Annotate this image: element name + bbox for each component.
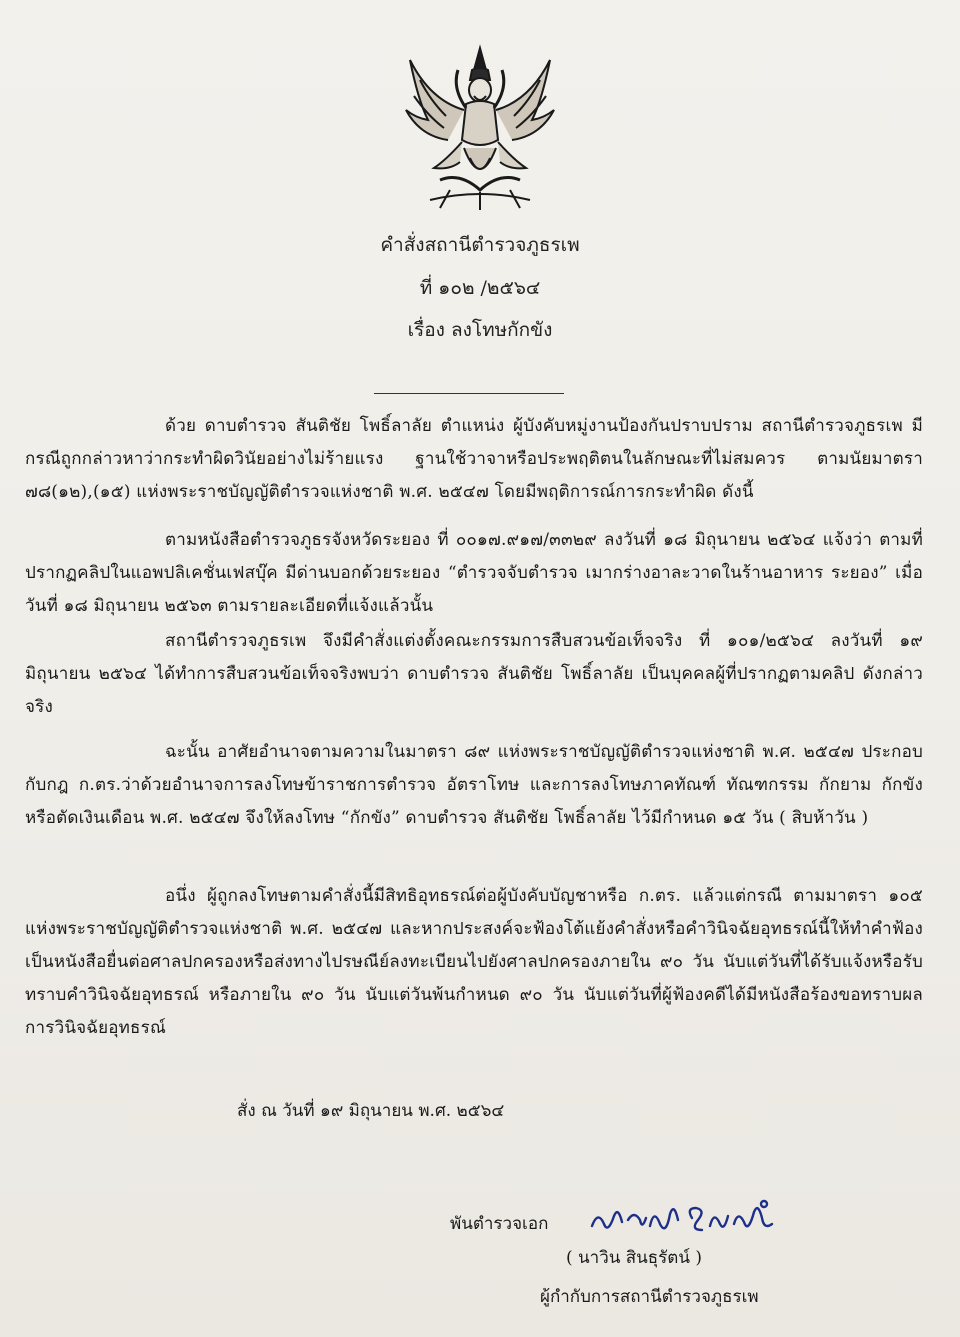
- signer-position: ผู้กำกับการสถานีตำรวจภูธรเพ: [540, 1287, 759, 1307]
- signer-name: ( นาวิน สินธุรัตน์ ): [566, 1248, 702, 1268]
- signer-rank: พันตำรวจเอก: [450, 1214, 549, 1234]
- order-date: สั่ง ณ วันที่ ๑๙ มิถุนายน พ.ศ. ๒๕๖๔: [237, 1101, 505, 1121]
- paragraph-allegation: ด้วย ดาบตำรวจ สันติชัย โพธิ์ลาลัย ตำแหน่ง ผู้บังคับหมู่งานป้องกันปราบปราม สถานีตำรวจภูธรเพ มีกรณีถูกกล่าวหาว่ากระทำผิดวินัยอย่างไม่ร้ายแรง ฐานใช้วาจาหรือประพฤติตนในลักษณะที่ไม่สมควร ตามนัยมาตรา ๗๘(๑๒),(๑๕) แห่งพระราชบัญญัติตำรวจแห่งชาติ พ.ศ. ๒๕๔๗ โดยมีพฤติการณ์การกระทำผิด ดังนี้: [25, 416, 923, 502]
- handwritten-signature: [588, 1196, 778, 1244]
- paragraph-appeal: อนึ่ง ผู้ถูกลงโทษตามคำสั่งนี้มีสิทธิอุทธรณ์ต่อผู้บังคับบัญชาหรือ ก.ตร. แล้วแต่กรณี ตามมาตรา ๑๐๕ แห่งพระราชบัญญัติตำรวจแห่งชาติ พ.ศ. ๒๕๔๗ และหากประสงค์จะฟ้องโต้แย้งคำสั่งหรือคำวินิจฉัยอุทธรณ์นี้ให้ทำคำฟ้องเป็นหนังสือยื่นต่อศาลปกครองหรือส่งทางไปรษณีย์ลงทะเบียนไปยังศาลปกครองภายใน ๙๐ วัน นับแต่วันที่ได้รับแจ้งหรือรับทราบคำวินิจฉัยอุทธรณ์ หรือภายใน ๙๐ วัน นับแต่วันพ้นกำหนด ๙๐ วัน นับแต่วันที่ผู้ฟ้องคดีได้มีหนังสือร้องขอทราบผลการวินิจฉัยอุทธรณ์: [25, 886, 923, 1038]
- paragraph-report: ตามหนังสือตำรวจภูธรจังหวัดระยอง ที่ ๐๐๑๗.๙๑๗/๓๓๒๙ ลงวันที่ ๑๘ มิถุนายน ๒๕๖๔ แจ้งว่า ตามที่ปรากฏคลิปในแอพปลิเคชั่นเฟสบุ๊ค มีด่านบอกด้วยระยอง “ตำรวจจับตำรวจ เมากร่างอาละวาดในร้านอาหาร ระยอง” เมื่อวันที่ ๑๘ มิถุนายน ๒๕๖๓ ตามรายละเอียดที่แจ้งแล้วนั้น: [25, 530, 923, 616]
- order-number: ที่ ๑๐๒ /๒๕๖๔: [419, 277, 541, 299]
- header-divider: [374, 393, 564, 394]
- order-subject: เรื่อง ลงโทษกักขัง: [407, 319, 553, 341]
- order-title: คำสั่งสถานีตำรวจภูธรเพ: [380, 234, 580, 256]
- paragraph-investigation: สถานีตำรวจภูธรเพ จึงมีคำสั่งแต่งตั้งคณะกรรมการสืบสวนข้อเท็จจริง ที่ ๑๐๑/๒๕๖๔ ลงวันที่ ๑๙ มิถุนายน ๒๕๖๔ ได้ทำการสืบสวนข้อเท็จจริงพบว่า ดาบตำรวจ สันติชัย โพธิ์ลาลัย เป็นบุคคลผู้ที่ปรากฏตามคลิป ดังกล่าวจริง: [25, 631, 923, 717]
- garuda-emblem-icon: [400, 40, 560, 212]
- paragraph-penalty: ฉะนั้น อาศัยอำนาจตามความในมาตรา ๘๙ แห่งพระราชบัญญัติตำรวจแห่งชาติ พ.ศ. ๒๕๔๗ ประกอบกับกฎ ก.ตร.ว่าด้วยอำนาจการลงโทษข้าราชการตำรวจ อัตราโทษ และการลงโทษภาคทัณฑ์ ทัณฑกรรม กักยาม กักขัง หรือตัดเงินเดือน พ.ศ. ๒๕๔๗ จึงให้ลงโทษ “กักขัง” ดาบตำรวจ สันติชัย โพธิ์ลาลัย ไว้มีกำหนด ๑๕ วัน ( สิบห้าวัน ): [25, 742, 923, 828]
